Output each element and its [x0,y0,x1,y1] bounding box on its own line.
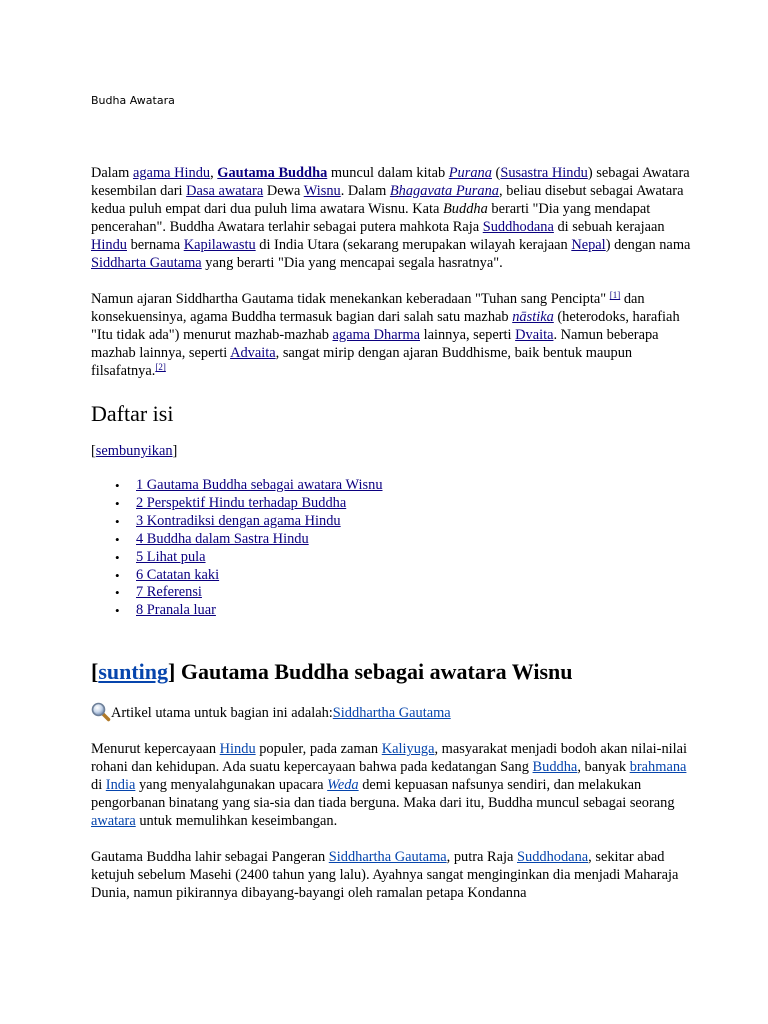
toc-link-4[interactable]: 4 Buddha dalam Sastra Hindu [136,530,309,547]
toc-link-6[interactable]: 6 Catatan kaki [136,566,220,583]
toc-item [136,495,691,513]
bracket: [ [91,659,99,685]
text: populer, pada zaman [255,741,382,758]
link-siddharta-gautama[interactable]: Siddharta Gautama [91,255,202,271]
second-paragraph [91,290,691,380]
text: Menurut kepercayaan [91,741,220,758]
link-buddha[interactable]: Buddha [532,759,578,776]
intro-paragraph [91,164,691,272]
text: di India Utara (sekarang merupakan wilayah kerajaan [255,237,572,253]
toc-item [136,477,691,495]
link-agama-dharma[interactable]: agama Dharma [332,327,420,343]
section-title: Gautama Buddha sebagai awatara Wisnu [180,659,573,685]
text: (heterodoks, harafiah "Itu tidak ada") menurut mazhab-mazhab [91,309,680,343]
main-article-link[interactable]: Siddhartha Gautama [332,705,451,722]
link-suddhodana[interactable]: Suddhodana [482,219,554,235]
link-kaliyuga[interactable]: Kaliyuga [381,741,435,758]
text: demi kepuasan nafsunya sendiri, dan melakukan pengorbanan binatang yang sia-sia dan tiada berguna. Maka dari itu, Buddha muncul sebagai seorang [91,777,675,812]
link-suddhodana[interactable]: Suddhodana [517,849,589,866]
link-brahmana[interactable]: brahmana [629,759,687,776]
link-awatara[interactable]: awatara [91,813,136,830]
document-title: Budha Awatara [91,94,175,107]
text: , beliau disebut sebagai Awatara kedua puluh empat dari dua puluh lima awatara Wisnu. Kata [91,183,684,217]
citation-2[interactable]: [2] [155,362,166,372]
text: , putra Raja [446,849,517,866]
link-siddhartha-gautama[interactable]: Siddhartha Gautama [328,849,447,866]
link-hindu[interactable]: Hindu [219,741,256,758]
link-wisnu[interactable]: Wisnu [303,183,341,199]
link-weda[interactable]: Weda [327,777,359,794]
text: Dalam [91,165,133,181]
text: Namun ajaran Siddhartha Gautama tidak menekankan keberadaan "Tuhan sang Pencipta" [91,291,610,307]
toc-hide-link[interactable]: sembunyikan [95,443,173,459]
link-kapilawastu[interactable]: Kapilawastu [183,237,256,253]
toc-list [91,477,691,620]
edit-section-link[interactable]: sunting [98,659,169,685]
hatnote-text: Artikel utama untuk bagian ini adalah: [111,705,333,722]
text: . Namun beberapa mazhab lainnya, seperti [91,327,659,361]
text: ) sebagai Awatara kesembilan dari [91,165,690,199]
toc-link-8[interactable]: 8 Pranala luar [136,602,216,619]
text: di [91,777,106,794]
link-purana[interactable]: Purana [448,165,492,181]
toc-item [136,531,691,549]
text: untuk memulihkan keseimbangan. [135,813,338,830]
text: muncul dalam kitab [327,165,449,181]
text: di sebuah kerajaan [553,219,665,235]
link-susastra-hindu[interactable]: Susastra Hindu [500,165,588,181]
text: yang menyalahgunakan upacara [135,777,328,794]
text: Gautama Buddha lahir sebagai Pangeran [91,849,329,866]
toc-link-3[interactable]: 3 Kontradiksi dengan agama Hindu [136,512,341,529]
link-dvaita[interactable]: Dvaita [515,327,554,343]
bracket: ] [168,659,181,685]
text: , sangat mirip dengan ajaran Buddhisme, baik bentuk maupun filsafatnya. [91,345,633,379]
text: yang berarti "Dia yang mencapai segala hasratnya". [201,255,503,271]
link-hindu[interactable]: Hindu [91,237,127,253]
text: Dewa [263,183,304,199]
text: berarti "Dia yang mendapat pencerahan". Buddha Awatara terlahir sebagai putera mahkota Raja [91,201,651,235]
text: lainnya, seperti [420,327,516,343]
fourth-paragraph [91,848,691,902]
bracket: ] [172,443,178,459]
link-bhagavata-purana[interactable]: Bhagavata Purana [389,183,499,199]
text: dan konsekuensinya, agama Buddha termasuk bagian dari salah satu mazhab [91,291,645,325]
toc-link-2[interactable]: 2 Perspektif Hindu terhadap Buddha [136,494,347,511]
magnifier-icon [91,702,111,722]
italic-term: Buddha [443,201,488,217]
link-dasa-awatara[interactable]: Dasa awatara [186,183,264,199]
link-gautama-buddha[interactable]: Gautama Buddha [217,165,328,181]
toc-toggle [91,442,691,460]
bracket: [ [91,443,96,459]
text: , sekitar abad ketujuh sebelum Masehi (2400 tahun yang lalu). Ayahnya sangat menginginkan dia menjadi Maharaja Dunia, namun pikirannya dibayang-bayangi oleh ramalan petapa Kondanna [91,849,679,902]
text: ( [491,165,501,181]
text: ) dengan nama [605,237,691,253]
toc-item [136,567,691,585]
toc-heading: Daftar isi [91,401,174,426]
text: . Dalam [340,183,390,199]
text: , [210,165,218,181]
section-heading [91,658,691,686]
toc-link-7[interactable]: 7 Referensi [136,584,202,601]
link-nastika[interactable]: nāstika [512,309,554,325]
toc-item [136,513,691,531]
toc-item [136,602,691,620]
text: , banyak [577,759,630,776]
link-nepal[interactable]: Nepal [571,237,606,253]
toc-item [136,584,691,602]
text: , masyarakat menjadi bodoh akan nilai-nilai rohani dan kehidupan. Ada suatu kepercayaan bahwa pada kedatangan Sang [91,741,688,776]
citation-1[interactable]: [1] [609,290,621,300]
toc-link-1[interactable]: 1 Gautama Buddha sebagai awatara Wisnu [136,477,383,493]
toc-item [136,549,691,567]
link-advaita[interactable]: Advaita [230,345,276,361]
link-india[interactable]: India [105,777,136,794]
hatnote [91,702,691,722]
toc-link-5[interactable]: 5 Lihat pula [136,548,206,565]
link-agama-hindu[interactable]: agama Hindu [132,165,211,181]
text: bernama [126,237,184,253]
third-paragraph [91,740,691,830]
article-content [91,164,691,902]
